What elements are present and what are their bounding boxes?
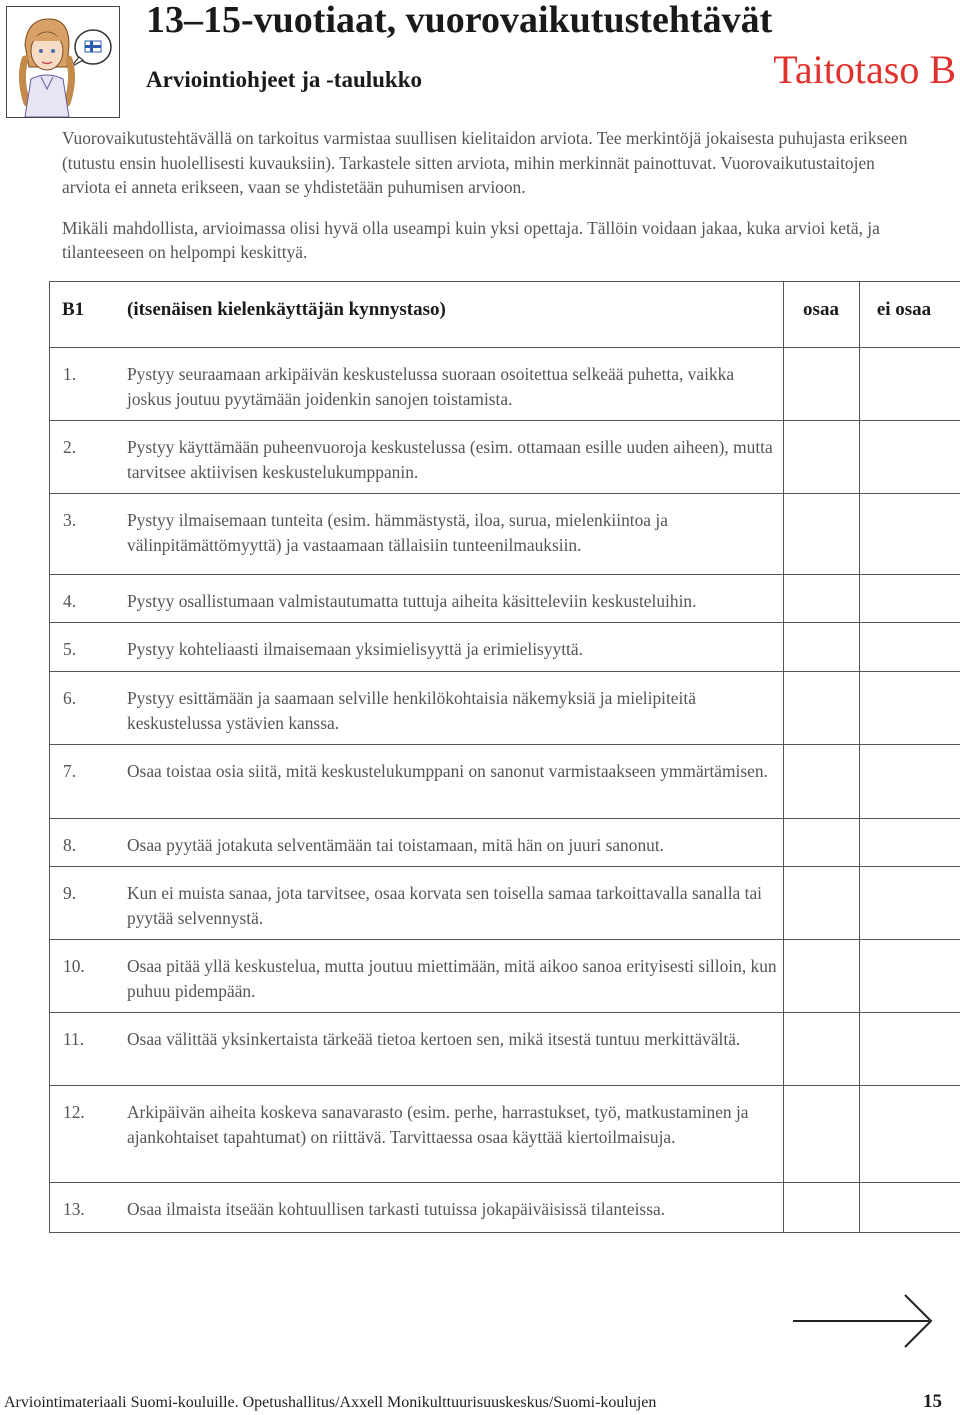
can-checkbox-cell[interactable] (784, 623, 859, 671)
table-row (50, 623, 960, 672)
row-text: Osaa pitää yllä keskustelua, mutta joutuu miettimään, mitä aikoo sanoa erityisesti silloin, kun puhuu pidempään. (127, 956, 777, 1001)
cannot-checkbox-cell[interactable] (860, 940, 960, 1012)
logo-girl-icon (6, 6, 120, 118)
row-text: Osaa pyytää jotakuta selventämään tai toistamaan, mitä hän on juuri sanonut. (127, 835, 665, 855)
cannot-checkbox-cell[interactable] (860, 1183, 960, 1233)
row-number: 10. (63, 956, 85, 976)
cannot-checkbox-cell[interactable] (860, 1086, 960, 1182)
page-title: 13–15-vuotiaat, vuorovaikutustehtävät (146, 0, 773, 41)
table-row (50, 348, 960, 421)
table-row (50, 494, 960, 575)
row-number: 5. (63, 639, 77, 659)
intro-text (62, 126, 912, 265)
row-text: Pystyy seuraamaan arkipäivän keskustelussa suoraan osoitettua selkeää puhetta, vaikka joskus joutuu pyytämään joidenkin sanojen toistamista. (127, 364, 735, 409)
can-checkbox-cell[interactable] (784, 867, 859, 939)
intro-paragraph-1: Vuorovaikutustehtävällä on tarkoitus varmistaa suullisen kielitaidon arviota. Tee merkintöjä jokaisesta puhujasta erikseen (tutustu ensin huolellisesti kuvauksiin). Tarkastele sitten arviota, mihin merkinnät painottuvat. Vuorovaikutustaitojen arviota ei anneta erikseen, vaan se yhdistetään puhumisen arvioon. (62, 128, 908, 197)
row-number: 3. (63, 510, 77, 530)
cannot-checkbox-cell[interactable] (860, 745, 960, 818)
table-row (50, 1013, 960, 1086)
cannot-checkbox-cell[interactable] (860, 623, 960, 671)
cannot-checkbox-cell[interactable] (860, 494, 960, 574)
can-checkbox-cell[interactable] (784, 494, 859, 574)
table-row (50, 819, 960, 867)
assessment-table (49, 281, 960, 1233)
column-header-can: osaa (803, 299, 839, 320)
intro-paragraph-2: Mikäli mahdollista, arvioimassa olisi hyvä olla useampi kuin yksi opettaja. Tällöin voidaan jakaa, kuka arvioi ketä, ja tilanteeseen on helpompi keskittyä. (62, 217, 880, 262)
can-checkbox-cell[interactable] (784, 348, 859, 420)
row-text: Osaa välittää yksinkertaista tärkeää tietoa kertoen sen, mikä itsestä tuntuu merkittävältä. (127, 1029, 741, 1049)
cannot-checkbox-cell[interactable] (860, 1013, 960, 1085)
cannot-checkbox-cell[interactable] (860, 672, 960, 744)
level-description: (itsenäisen kielenkäyttäjän kynnystaso) (127, 299, 446, 320)
cannot-checkbox-cell[interactable] (860, 348, 960, 420)
skill-level-label: Taitotaso B (773, 47, 956, 92)
table-row (50, 745, 960, 819)
row-text: Osaa ilmaista itseään kohtuullisen tarkasti tutuissa jokapäiväisissä tilanteissa. (127, 1199, 666, 1219)
cannot-checkbox-cell[interactable] (860, 421, 960, 493)
column-header-cannot: ei osaa (876, 299, 932, 320)
cannot-checkbox-cell[interactable] (860, 867, 960, 939)
can-checkbox-cell[interactable] (784, 940, 859, 1012)
row-number: 4. (63, 591, 77, 611)
table-row (50, 421, 960, 494)
row-number: 12. (63, 1102, 85, 1122)
page-number: 15 (923, 1391, 942, 1412)
footer-text: Arviointimateriaali Suomi-kouluille. Opetushallitus/Axxell Monikulttuurisuuskeskus/Suomi-koulujen (4, 1394, 657, 1411)
row-text: Arkipäivän aiheita koskeva sanavarasto (esim. perhe, harrastukset, työ, matkustaminen ja ajankohtaiset tapahtumat) on riittävä. Tarvittaessa osaa käyttää kiertoilmaisuja. (127, 1102, 749, 1147)
row-number: 2. (63, 437, 77, 457)
table-row (50, 867, 960, 940)
can-checkbox-cell[interactable] (784, 819, 859, 866)
row-number: 11. (63, 1029, 85, 1049)
row-number: 6. (63, 688, 77, 708)
table-header (50, 282, 960, 348)
cannot-checkbox-cell[interactable] (860, 819, 960, 866)
table-row (50, 1183, 960, 1233)
row-text: Pystyy käyttämään puheenvuoroja keskustelussa (esim. ottamaan esille uuden aiheen), mutta tarvitsee aktiivisen keskustelukumppanin. (127, 437, 773, 482)
page-subtitle: Arviointiohjeet ja -taulukko (146, 67, 422, 92)
can-checkbox-cell[interactable] (784, 575, 859, 622)
row-number: 9. (63, 883, 77, 903)
row-number: 8. (63, 835, 77, 855)
row-text: Osaa toistaa osia siitä, mitä keskustelukumppani on sanonut varmistaakseen ymmärtämisen. (127, 761, 768, 781)
level-code: B1 (62, 299, 85, 320)
row-number: 13. (63, 1199, 85, 1219)
table-row (50, 940, 960, 1013)
row-text: Pystyy osallistumaan valmistautumatta tuttuja aiheita käsitteleviin keskusteluihin. (127, 591, 697, 611)
cannot-checkbox-cell[interactable] (860, 575, 960, 622)
row-text: Pystyy esittämään ja saamaan selville henkilökohtaisia näkemyksiä ja mielipiteitä keskustelussa ystävien kanssa. (127, 688, 696, 733)
can-checkbox-cell[interactable] (784, 1183, 859, 1233)
row-number: 7. (63, 761, 77, 781)
can-checkbox-cell[interactable] (784, 421, 859, 493)
arrow-right-icon[interactable] (793, 1293, 933, 1349)
table-row (50, 672, 960, 745)
table-row (50, 575, 960, 623)
row-text: Pystyy ilmaisemaan tunteita (esim. hämmästystä, iloa, surua, mielenkiintoa ja välinpitämättömyyttä) ja vastaamaan tällaisiin tunteenilmauksiin. (127, 510, 668, 555)
can-checkbox-cell[interactable] (784, 1013, 859, 1085)
can-checkbox-cell[interactable] (784, 672, 859, 744)
row-number: 1. (63, 364, 77, 384)
table-row (50, 1086, 960, 1183)
row-text: Kun ei muista sanaa, jota tarvitsee, osaa korvata sen toisella samaa tarkoittavalla sanalla tai pyytää selvennystä. (127, 883, 763, 928)
can-checkbox-cell[interactable] (784, 1086, 859, 1182)
row-text: Pystyy kohteliaasti ilmaisemaan yksimielisyyttä ja erimielisyyttä. (127, 639, 583, 659)
can-checkbox-cell[interactable] (784, 745, 859, 818)
